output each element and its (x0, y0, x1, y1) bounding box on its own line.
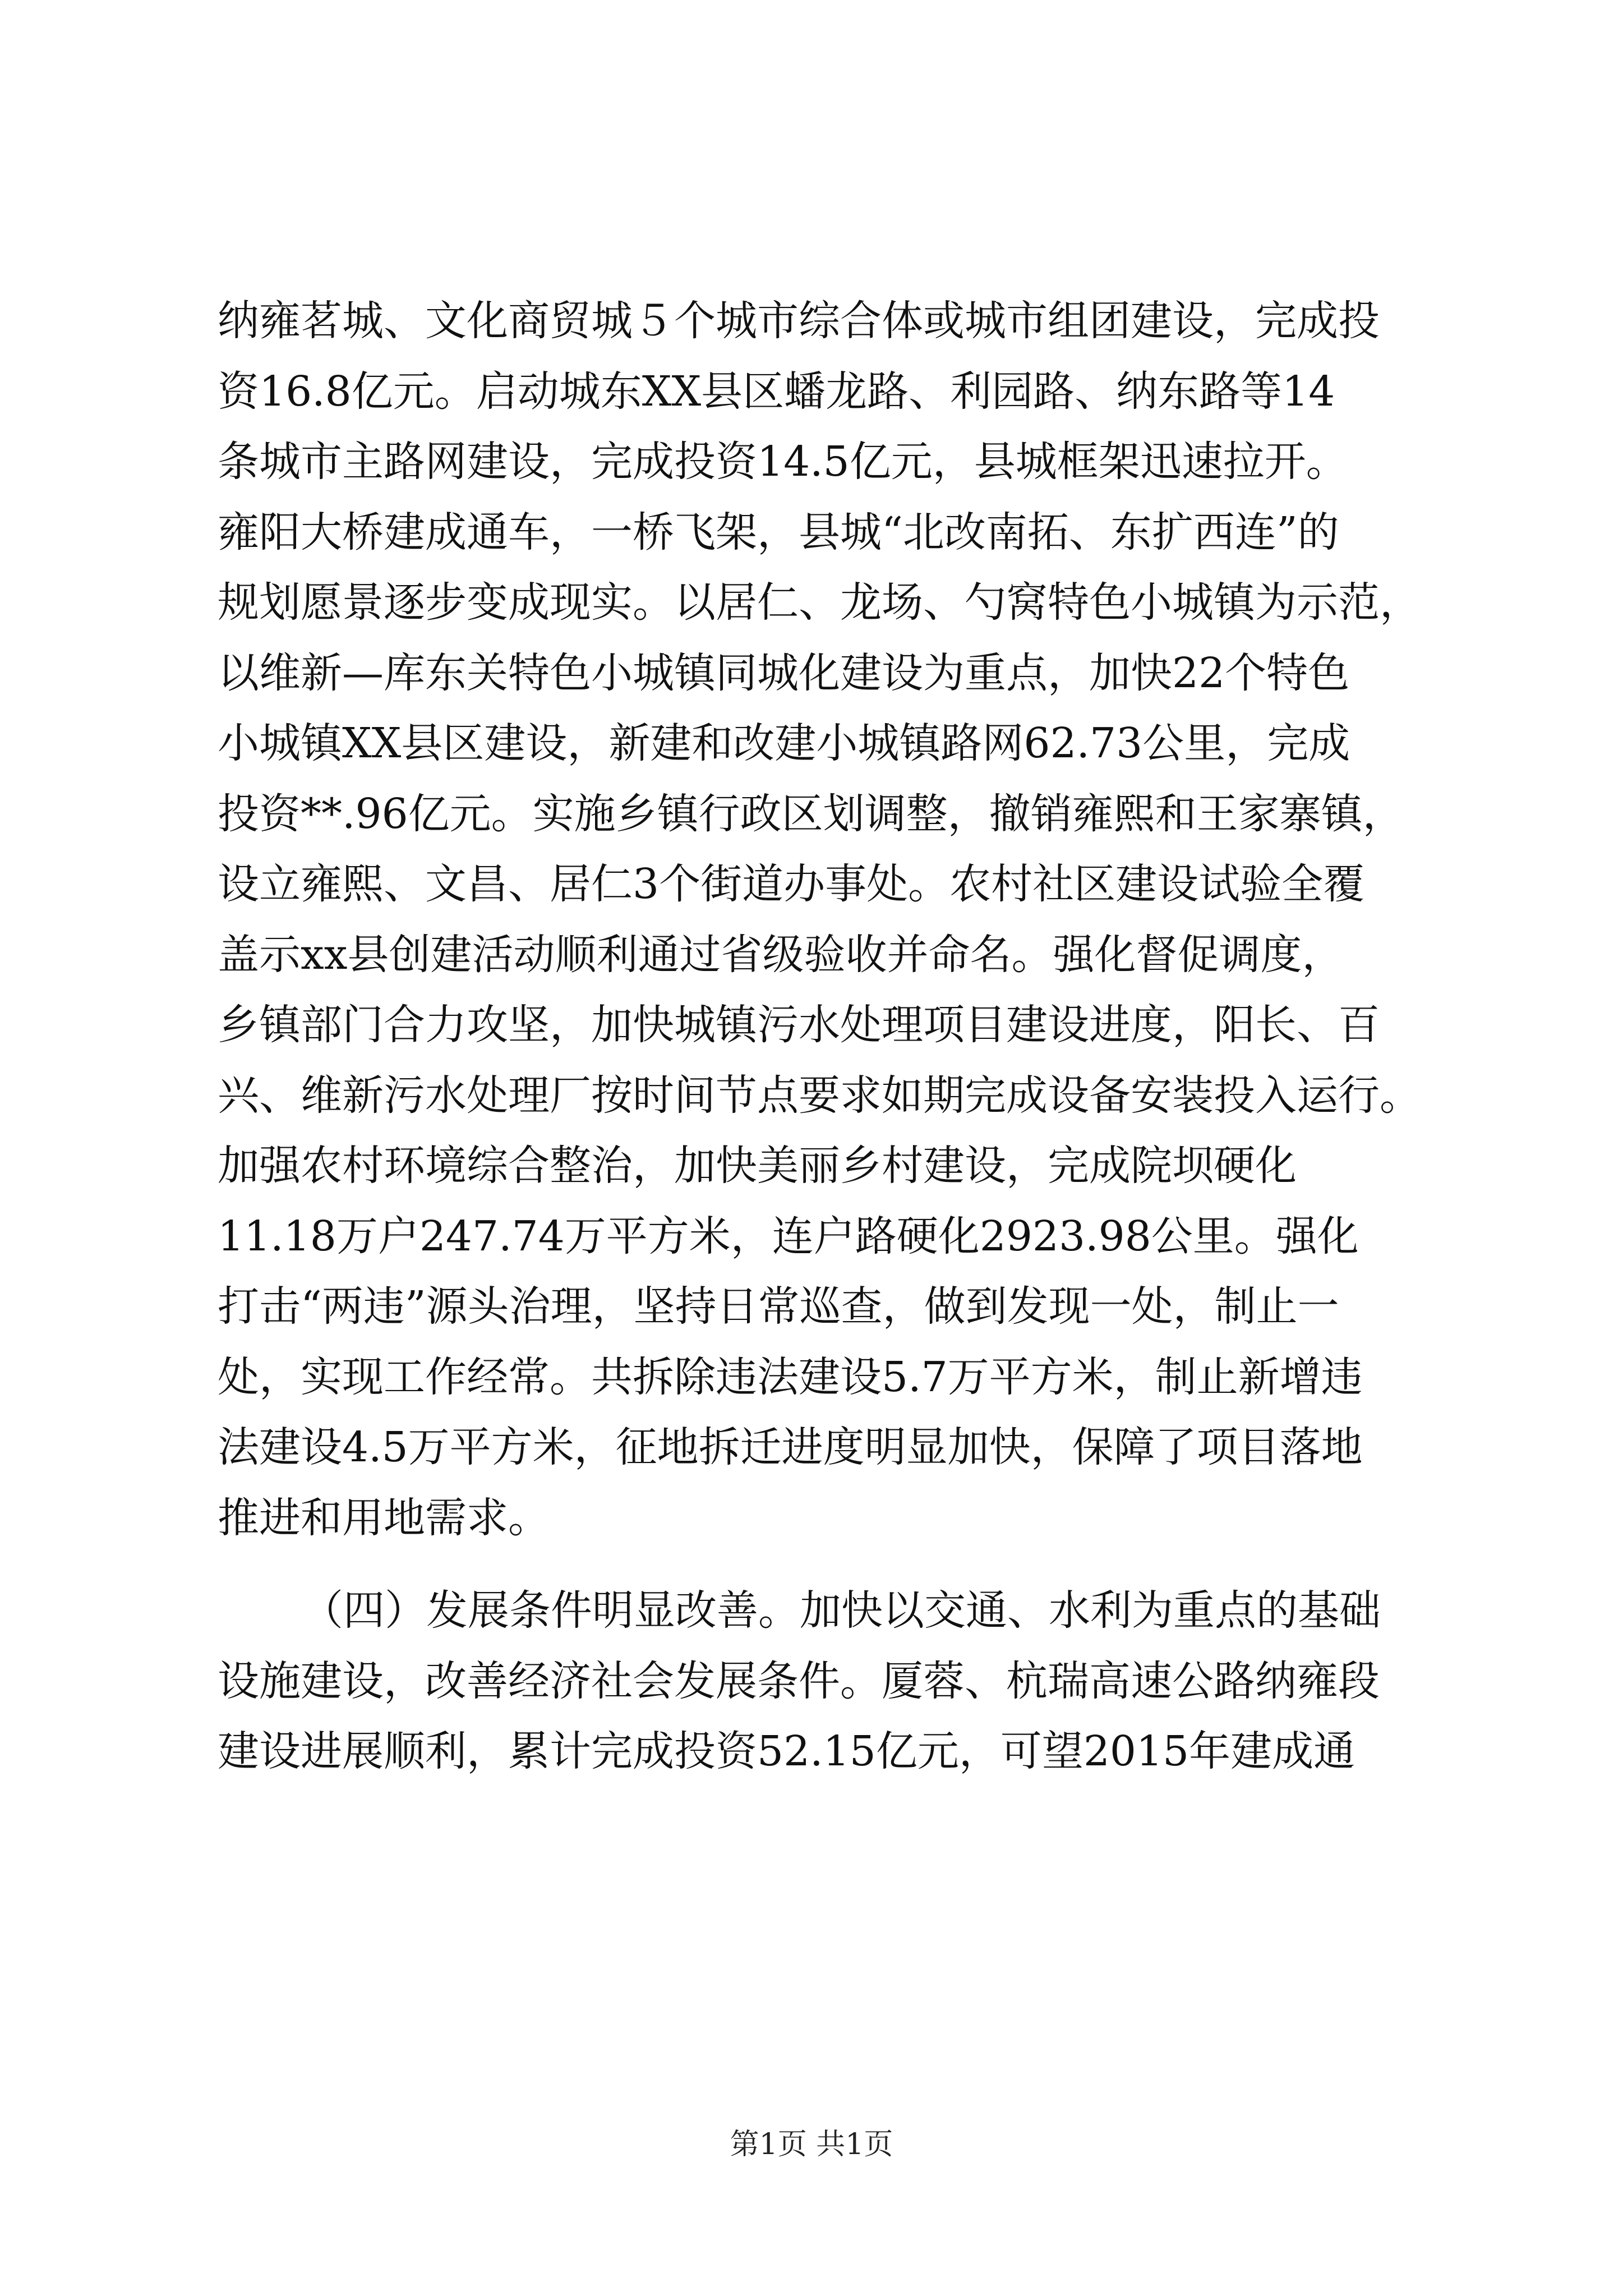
paragraph-line: 建设进展顺利，累计完成投资52.15亿元，可望2015年建成通 (218, 1727, 1355, 1775)
paragraph-line: 乡镇部门合力攻坚，加快城镇污水处理项目建设进度，阳长、百 (218, 1001, 1380, 1049)
paragraph-line: 加强农村环境综合整治，加快美丽乡村建设，完成院坝硬化 (218, 1142, 1297, 1190)
paragraph-spacing (218, 1553, 1418, 1576)
paragraph-line: 11.18万户247.74万平方米，连户路硬化2923.98公里。强化 (218, 1212, 1359, 1260)
paragraph-line: 推进和用地需求。 (218, 1493, 550, 1542)
paragraph-line: 规划愿景逐步变成现实。以居仁、龙场、勺窝特色小城镇为示范， (218, 578, 1421, 627)
paragraph-line: 设施建设，改善经济社会发展条件。厦蓉、杭瑞高速公路纳雍段 (218, 1657, 1380, 1705)
paragraph-line: 投资**.96亿元。实施乡镇行政区划调整，撤销雍熙和王家寨镇， (218, 789, 1404, 838)
paragraph-line: 资16.8亿元。启动城东XX县区蟠龙路、利园路、纳东路等14 (218, 367, 1335, 416)
paragraph-line: 处，实现工作经常。共拆除违法建设5.7万平方米，制止新增违 (218, 1352, 1363, 1401)
paragraph-line: 打击“两违”源头治理，坚持日常巡查，做到发现一处，制止一 (218, 1282, 1339, 1331)
paragraph-line: 兴、维新污水处理厂按时间节点要求如期完成设备安装投入运行。 (218, 1071, 1421, 1120)
paragraph-line: 盖示xx县创建活动顺利通过省级验收并命名。强化督促调度， (218, 930, 1344, 979)
paragraph-line: 小城镇XX县区建设，新建和改建小城镇路网62.73公里，完成 (218, 719, 1350, 767)
paragraph-line: 以维新—库东关特色小城镇同城化建设为重点，加快22个特色 (218, 648, 1350, 697)
paragraph-line: 雍阳大桥建成通车，一桥飞架，县城“北改南拓、东扩西连”的 (218, 508, 1339, 556)
paragraph-line: 法建设4.5万平方米，征地拆迁进度明显加快，保障了项目落地 (218, 1423, 1363, 1471)
page-footer: 第1页 共1页 (730, 2128, 893, 2161)
paragraph-line: 纳雍茗城、文化商贸城５个城市综合体或城市组团建设，完成投 (218, 297, 1380, 345)
section-heading-line: （四）发展条件明显改善。加快以交通、水利为重点的基础 (302, 1586, 1381, 1635)
paragraph-line: 条城市主路网建设，完成投资14.5亿元，县城框架迅速拉开。 (218, 438, 1348, 486)
paragraph-line: 设立雍熙、文昌、居仁3个街道办事处。农村社区建设试验全覆 (218, 860, 1365, 908)
document-body (218, 286, 1421, 1787)
